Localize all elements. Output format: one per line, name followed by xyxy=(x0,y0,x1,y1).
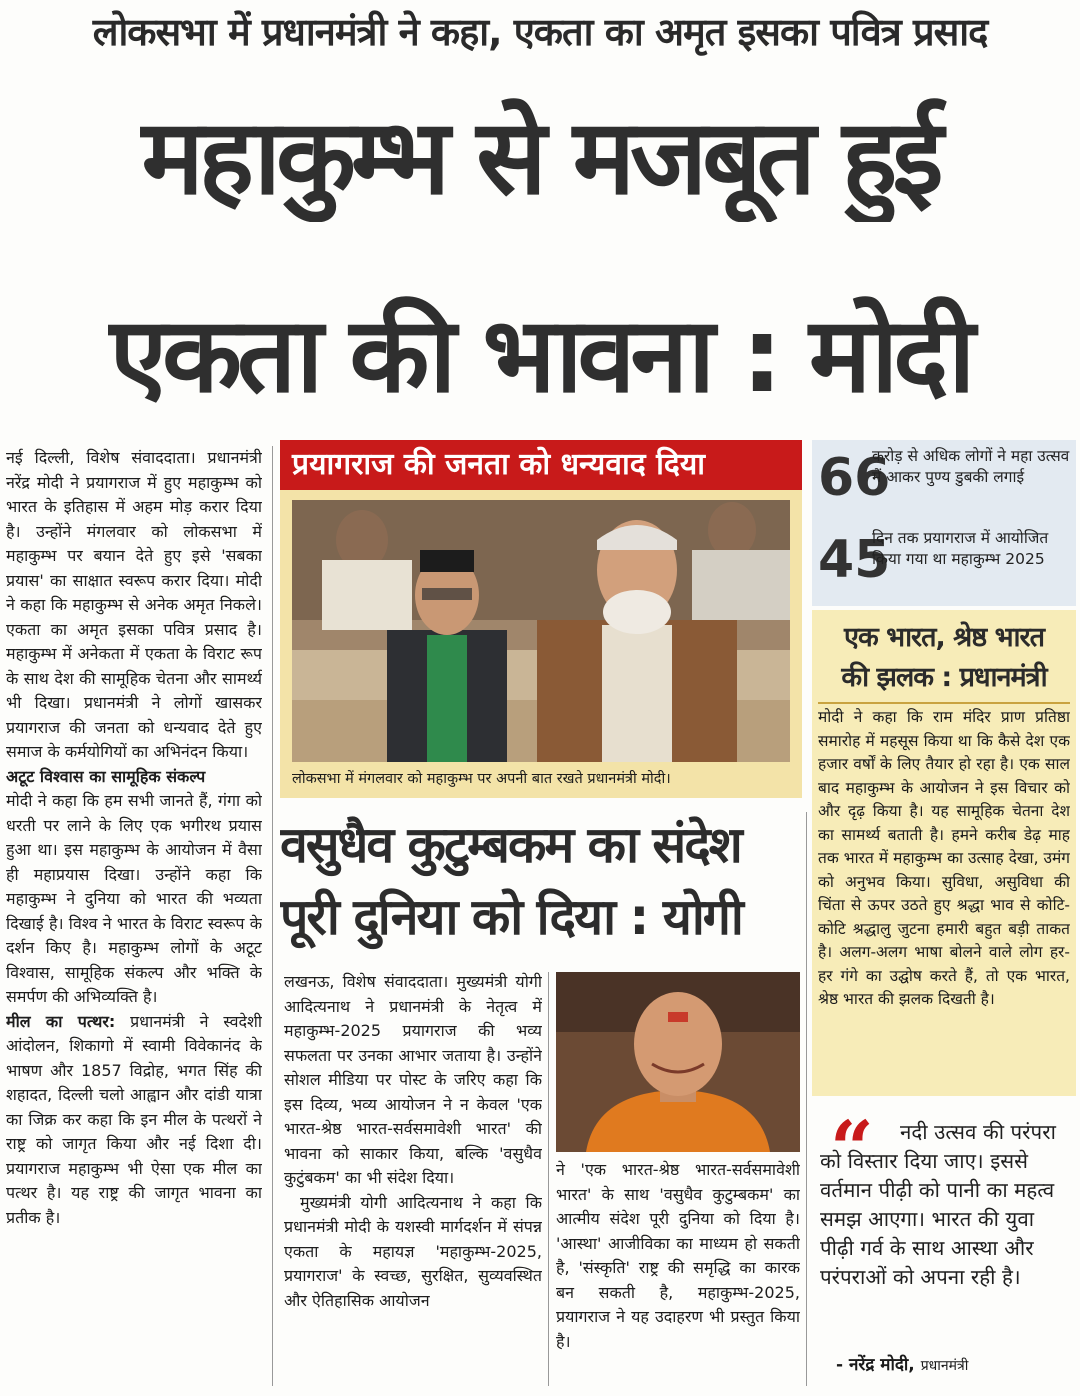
column-divider xyxy=(806,812,807,1386)
second-story-headline-line1: वसुधैव कुटुम्बकम का संदेश xyxy=(280,816,741,874)
sidebar-headline-line1: एक भारत, श्रेष्ठ भारत xyxy=(844,622,1044,653)
stat-number: 66 xyxy=(818,448,891,508)
sidebar-rule xyxy=(818,702,1070,704)
column-divider xyxy=(272,446,273,1386)
parliament-photo xyxy=(292,500,790,762)
main-headline-line2: एकता की भावना : मोदी xyxy=(109,294,971,416)
main-story-column xyxy=(6,446,262,1386)
quote-signature xyxy=(836,1350,1072,1380)
main-story-subhead: अटूट विश्वास का सामूहिक संकल्प xyxy=(6,766,206,786)
photo-banner: प्रयागराज की जनता को धन्यवाद दिया xyxy=(280,440,802,490)
stat-description: करोड़ से अधिक लोगों ने महा उत्सव में आकर पुण्य डुबकी लगाई xyxy=(872,447,1070,486)
quote-mark-icon: “ xyxy=(830,1104,874,1193)
photo-caption: लोकसभा में मंगलवार को महाकुम्भ पर अपनी बात रखते प्रधानमंत्री मोदी। xyxy=(292,771,671,787)
second-story-headline-line2: पूरी दुनिया को दिया : योगी xyxy=(280,888,742,946)
column-divider xyxy=(548,972,549,1386)
quote-text xyxy=(820,1118,1070,1348)
kicker-headline: लोकसभा में प्रधानमंत्री ने कहा, एकता का अमृत इसका पवित्र प्रसाद xyxy=(92,10,988,54)
second-story-para: ने 'एक भारत-श्रेष्ठ भारत-सर्वसमावेशी भारत' के साथ 'वसुधैव कुटुम्बकम' का आत्मीय संदेश पूरी दुनिया को दिया है। 'आस्था' आजीविका का माध्यम हो सकती है, 'संस्कृति' राष्ट्र की समृद्धि का कारक बन सकती है, महाकुम्भ-2025, प्रयागराज ने यह उदाहरण भी प्रस्तुत किया है। xyxy=(556,1160,800,1351)
yogi-photo xyxy=(556,972,800,1152)
quote-body: नदी उत्सव की परंपरा को विस्तार दिया जाए। इससे वर्तमान पीढ़ी को पानी का महत्व समझ आएगा। भारत की युवा पीढ़ी गर्व के साथ आस्था और परंपराओं को अपना रही है। xyxy=(820,1120,1056,1289)
sidebar-headline-line2: की झलक : प्रधानमंत्री xyxy=(841,662,1047,693)
stat-number: 45 xyxy=(818,530,891,590)
main-story-para: मोदी ने कहा कि हम सभी जानते हैं, गंगा को धरती पर लाने के लिए एक भगीरथ प्रयास हुआ था। इस महाकुम्भ के आयोजन में वैसा ही महाप्रयास दिखा। उन्होंने कहा कि महाकुम्भ ने दुनिया को भारत की भव्यता दिखाई है। विश्व ने भारत के विराट स्वरूप के दर्शन किए है। महाकुम्भ लोगों के अटूट विश्वास, सामूहिक संकल्प और भक्ति के समर्पण की अभिव्यक्ति है। xyxy=(6,791,262,1006)
sidebar-text: मोदी ने कहा कि राम मंदिर प्राण प्रतिष्ठा समारोह में महसूस किया था कि कैसे देश एक हजार वर्षों के लिए तैयार हो रहा है। एक साल बाद महाकुम्भ के आयोजन ने इस विचार को और दृढ़ किया है। यह सामूहिक चेतना देश का सामर्थ्य बताती है। हमने करीब डेढ़ माह तक भारत में महाकुम्भ का उत्साह देखा, उमंग को अनुभव किया। सुविधा, असुविधा की चिंता से ऊपर उठते हुए श्रद्धा भाव से कोटि-कोटि श्रद्धालु जुटना हमारी बहुत बड़ी ताकत है। अलग-अलग भाषा बोलने वाले लोग हर-हर गंगे का उद्घोष करते हैं, तो एक भारत, श्रेष्ठ भारत की झलक दिखती है। xyxy=(818,708,1070,1008)
main-story-para: प्रधानमंत्री ने स्वदेशी आंदोलन, शिकागो में स्वामी विवेकानंद के भाषण और 1857 विद्रोह, भगत सिंह की शहादत, दिल्ली चलो आह्वान और दांडी यात्रा का जिक्र कर कहा कि इन मील के पत्थरों ने राष्ट्र को जागृत किया और नई दिशा दी। प्रयागराज महाकुम्भ भी ऐसा एक मील का पत्थर है। यह राष्ट्र की जागृत भावना का प्रतीक है। xyxy=(6,1011,262,1227)
stat-description: दिन तक प्रयागराज में आयोजित किया गया था महाकुम्भ 2025 xyxy=(872,529,1049,568)
second-story-column-left xyxy=(284,970,542,1390)
second-story-para: मुख्यमंत्री योगी आदित्यनाथ ने कहा कि प्रधानमंत्री मोदी के यशस्वी मार्गदर्शन में संपन्न एकता के महायज्ञ 'महाकुम्भ-2025, प्रयागराज' के स्वच्छ, सुरक्षित, सुव्यवस्थित और ऐतिहासिक आयोजन xyxy=(284,1192,542,1310)
quote-author: - नरेंद्र मोदी, xyxy=(836,1355,915,1375)
main-story-para: नई दिल्ली, विशेष संवाददाता। प्रधानमंत्री नरेंद्र मोदी ने प्रयागराज में हुए महाकुम्भ को भारत के इतिहास में अहम मोड़ करार दिया है। उन्होंने मंगलवार को लोकसभा में महाकुम्भ पर बयान देते हुए इसे 'सबका प्रयास' का साक्षात स्वरूप करार दिया। मोदी ने कहा कि महाकुम्भ से अनेक अमृत निकले। एकता का अमृत इसका पवित्र प्रसाद है। महाकुम्भ में अनेकता में एकता के विराट रूप के साथ देश की सामूहिक चेतना और सामर्थ्य भी दिखा। प्रधानमंत्री ने लोगों खासकर प्रयागराज की जनता को धन्यवाद देते हुए समाज के कर्मयोगियों का अभिनंदन किया। xyxy=(6,448,262,761)
quote-author-role: प्रधानमंत्री xyxy=(920,1358,969,1374)
second-story-para: लखनऊ, विशेष संवाददाता। मुख्यमंत्री योगी आदित्यनाथ ने प्रधानमंत्री के नेतृत्व में महाकुम्भ-2025 प्रयागराज की भव्य सफलता पर उनका आभार जताया है। उन्होंने सोशल मीडिया पर पोस्ट के जरिए कहा कि इस दिव्य, भव्य आयोजन ने न केवल 'एक भारत-श्रेष्ठ भारत-सर्वसमावेशी भारत' की भावना को साकार किया, बल्कि 'वसुधैव कुटुंबकम' का भी संदेश दिया। xyxy=(284,972,542,1187)
main-story-subhead: मील का पत्थर: xyxy=(6,1011,116,1031)
second-story-column-right xyxy=(556,1158,800,1390)
main-headline-line1: महाकुम्भ से मजबूत हुई xyxy=(141,96,939,218)
